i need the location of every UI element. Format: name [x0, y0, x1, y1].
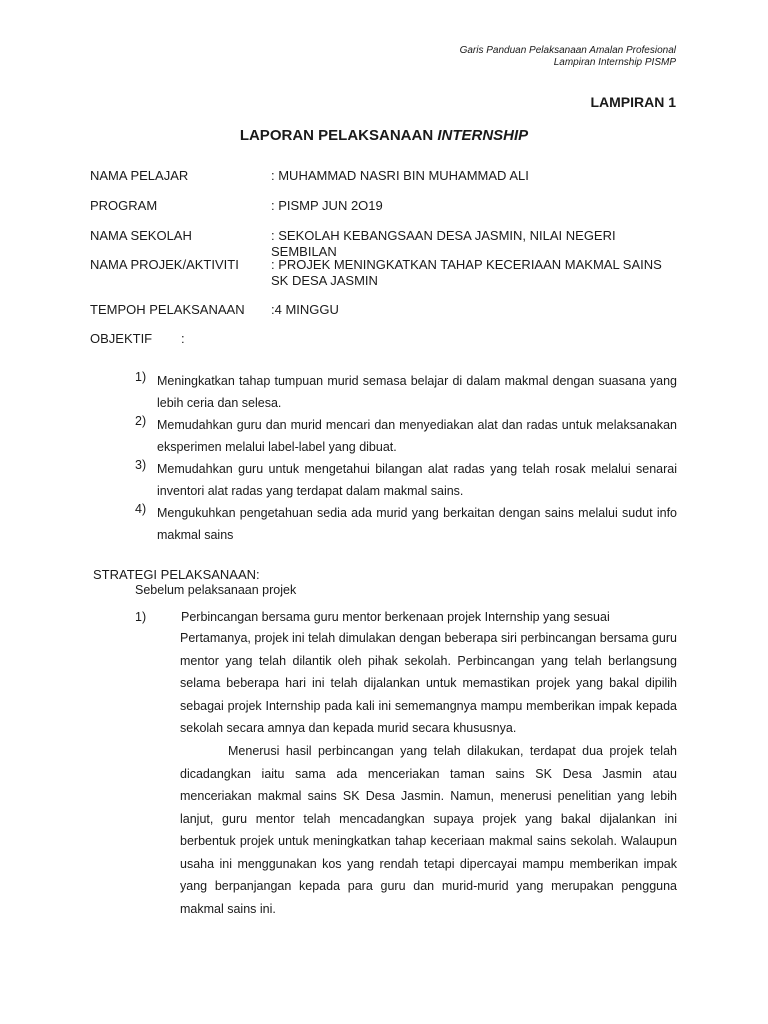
appendix-label: LAMPIRAN 1: [590, 94, 676, 110]
list-item: [135, 370, 677, 414]
field-label-program: PROGRAM: [90, 198, 158, 213]
title-main: LAPORAN PELAKSANAAN: [239, 127, 438, 144]
list-item-number: 1): [135, 370, 147, 384]
objektif-colon: :: [181, 331, 185, 346]
field-value-tempoh: :4 MINGGU: [271, 302, 339, 317]
header-title: Garis Panduan Pelaksanaan Amalan Profesional: [459, 45, 676, 56]
field-value-nama-projek: : PROJEK MENINGKATKAN TAHAP KECERIAAN MAKMAL SAINS SK DESA JASMIN: [271, 257, 662, 288]
field-value-nama-pelajar: : MUHAMMAD NASRI BIN MUHAMMAD ALI: [271, 168, 529, 183]
objektif-label: OBJEKTIF: [90, 331, 153, 346]
field-label-nama-pelajar: NAMA PELAJAR: [90, 168, 189, 183]
list-item: [135, 458, 677, 502]
list-item: [135, 414, 677, 458]
field-label-nama-projek: NAMA PROJEK/AKTIVITI: [90, 257, 239, 272]
list-item-number: 2): [135, 414, 147, 428]
list-item-text: Meningkatkan tahap tumpuan murid semasa belajar di dalam makmal dengan suasana yang lebih ceria dan selesa.: [157, 374, 677, 410]
field-label-nama-sekolah: NAMA SEKOLAH: [90, 228, 192, 243]
strategy-paragraph: Menerusi hasil perbincangan yang telah dilakukan, terdapat dua projek telah dicadangkan iaitu sama ada menceriakan taman sains SK Desa Jasmin atau menceriakan makmal sains SK Desa Jasmin. Namun, menerusi penelitian yang lebih lanjut, guru mentor telah mencadangkan supaya projek yang bakal dijalankan ini berbentuk projek untuk meningkatkan tahap keceriaan makmal sains sekolah. Walaupun usaha ini menggunakan kos yang rendah tetapi dipercayai mampu memberikan impak yang berpanjangan kepada para guru dan murid-murid yang merupakan pengguna makmal sains ini.: [180, 744, 677, 916]
header-subtitle: Lampiran Internship PISMP: [553, 57, 676, 68]
strategy-paragraph: Pertamanya, projek ini telah dimulakan dengan beberapa siri perbincangan bersama guru mentor yang telah dilantik oleh pihak sekolah. Perbincangan yang telah berlangsung selama beberapa hari ini telah dijalankan untuk memastikan projek yang bakal dipilih sebagai projek Internship pada kali ini sememangnya mampu memberikan impak kepada sekolah secara amnya dan kepada murid secara khususnya.: [180, 631, 677, 735]
field-value-nama-sekolah: : SEKOLAH KEBANGSAAN DESA JASMIN, NILAI NEGERI SEMBILAN: [271, 228, 616, 259]
strategy-point-title: Perbincangan bersama guru mentor berkenaan projek Internship yang sesuai: [181, 610, 610, 624]
strategy-point-number: 1): [135, 610, 147, 624]
list-item-number: 4): [135, 502, 147, 516]
list-item: [135, 502, 677, 546]
field-value-program: : PISMP JUN 2O19: [271, 198, 383, 213]
strategy-heading: STRATEGI PELAKSANAAN:: [93, 567, 260, 582]
strategy-subheading: Sebelum pelaksanaan projek: [135, 583, 297, 597]
list-item-text: Memudahkan guru dan murid mencari dan menyediakan alat dan radas untuk melaksanakan eksperimen melalui label-label yang dibuat.: [157, 418, 677, 454]
list-item-text: Memudahkan guru untuk mengetahui bilangan alat radas yang telah rosak melalui senarai inventori alat radas yang terdapat dalam makmal sains.: [157, 462, 677, 498]
list-item-text: Mengukuhkan pengetahuan sedia ada murid yang berkaitan dengan sains melalui sudut info makmal sains: [157, 506, 677, 542]
page-title: [0, 127, 768, 144]
title-emphasis: INTERNSHIP: [437, 127, 529, 144]
list-item-number: 3): [135, 458, 147, 472]
field-label-tempoh: TEMPOH PELAKSANAAN: [90, 302, 245, 317]
objective-list: [135, 370, 677, 546]
